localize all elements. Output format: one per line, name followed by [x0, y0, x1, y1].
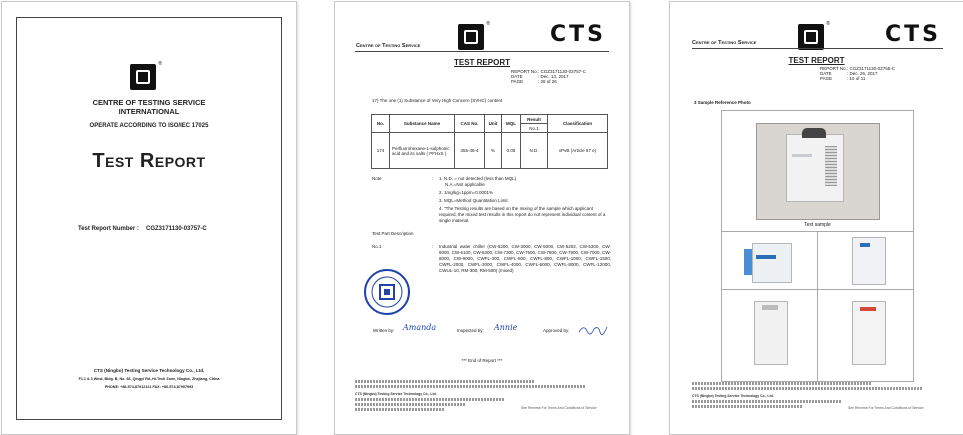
- report-heading: TEST REPORT: [788, 56, 845, 65]
- signature-amanda: Amanda: [403, 323, 437, 332]
- end-of-report: *** End of Report ***: [461, 358, 503, 363]
- sample-photo-main: [756, 123, 880, 220]
- page-label: PAGE: [511, 79, 524, 84]
- page-value: : 26 of 26: [538, 79, 557, 84]
- photo-grid: [721, 110, 914, 382]
- header-rule: [692, 48, 943, 49]
- svhc-table: [371, 114, 608, 169]
- report-meta: [820, 66, 940, 82]
- notes-list: [439, 176, 611, 224]
- product-photo-4: [830, 295, 906, 369]
- col-header-no: No.: [372, 115, 390, 133]
- report-page-photos: [669, 1, 963, 435]
- report-no-label: REPORT No.: [820, 66, 847, 71]
- cts-logo-icon: ®: [130, 64, 156, 90]
- product-photo-3: [732, 295, 808, 369]
- col-header-substance: Substance Name: [390, 115, 455, 133]
- operate-line: OPERATE ACCORDING TO ISO/IEC 17025: [89, 123, 209, 129]
- signature-approver-icon: [578, 323, 608, 335]
- org-line1: CENTRE OF TESTING SERVICE: [92, 98, 206, 107]
- col-header-classification: Classification: [548, 115, 608, 133]
- part-desc-label: Test Part Description: [372, 231, 414, 236]
- cell-substance: Perfluorohexane-1-sulphonic acid and its salts ( PFHxS ): [390, 133, 455, 169]
- cell-mql: 0.05: [502, 133, 521, 169]
- signature-row: [373, 323, 618, 338]
- cell-result: N.D.: [521, 133, 548, 169]
- written-by-label: Written by:: [373, 328, 395, 333]
- header-rule: [355, 51, 609, 52]
- cts-logo-icon: ®: [458, 24, 484, 50]
- note-3: 3. MQL=Method Quantitation Limit: [439, 198, 508, 203]
- report-number: CGZ3171130-03757-C: [146, 226, 207, 232]
- note-2: 2. 1mg/kg=1ppm=0.0001%: [439, 190, 494, 195]
- cts-logo-icon: ®: [798, 24, 824, 50]
- photo-divider-h: [722, 289, 913, 290]
- col-header-mql: MQL: [502, 115, 521, 133]
- page-value: : 10 of 11: [847, 76, 866, 81]
- date-value: : Dec. 26, 2017: [847, 71, 878, 76]
- org-line2: INTERNATIONAL: [118, 107, 180, 116]
- footer-disclaimer: [355, 380, 607, 388]
- cell-classification: vPvB (Article 57 e): [548, 133, 608, 169]
- official-seal-icon: [363, 268, 411, 316]
- product-photo-2: [830, 235, 906, 285]
- cell-cas: 355-46-4: [455, 133, 485, 169]
- footer-disclaimer: [692, 382, 944, 390]
- footer-terms: See Reverse For Terms And Conditions of Service: [521, 406, 597, 410]
- section-title: 17) The one (1) Substance of Very High Concern (SVHC) content: [372, 98, 503, 103]
- no1-label: No.1: [372, 244, 382, 249]
- photo-divider-v: [817, 231, 818, 381]
- brand-logo: CTS: [885, 22, 941, 47]
- centre-label: Centre of Testing Service: [692, 40, 757, 46]
- report-no: : CGZ3171130-03757-C: [538, 69, 586, 74]
- cover-title: Test Report: [92, 150, 206, 172]
- col-header-result: Result: [521, 115, 548, 124]
- date-value: : Dec. 13, 2017: [538, 74, 569, 79]
- report-no-label: REPORT No.: [511, 69, 538, 74]
- date-label: DATE: [820, 71, 832, 76]
- col-header-result-sub: No.1: [521, 124, 548, 133]
- approved-by-label: Approved by:: [543, 328, 570, 333]
- page-label: PAGE: [820, 76, 833, 81]
- report-no: : CGZ3171130-03755-C: [847, 66, 895, 71]
- date-label: DATE: [511, 74, 523, 79]
- brand-logo: CTS: [550, 22, 606, 47]
- cover-page: [1, 1, 297, 435]
- cell-unit: %: [485, 133, 502, 169]
- signature-annie: Annie: [494, 323, 518, 332]
- footer-company: CTS (Ningbo) Testing Service Technology Co., Ltd.: [692, 394, 774, 398]
- product-photo-1: [732, 239, 808, 283]
- col-header-unit: Unit: [485, 115, 502, 133]
- footer-terms: See Reverse For Terms And Conditions of Service: [848, 406, 924, 410]
- photo-cell-main: [722, 111, 913, 232]
- col-header-cas: CAS No.: [455, 115, 485, 133]
- photo-caption: Test sample: [804, 222, 831, 228]
- centre-label: Centre of Testing Service: [356, 43, 421, 49]
- note-4: 4. "The Testing results are based on the mixing of the sample which applicant required, the mixed test results in this report do not represent individual content of a single material.: [439, 206, 606, 223]
- cover-address: F1.1 & 3 West, Bldg. B, No. 66, Qingyi Rd.,Hi-Tech Zone, Ningbo, Zhejiang, China: [78, 377, 220, 381]
- report-number-label: Test Report Number :: [78, 226, 139, 232]
- note-label: Note: [372, 176, 382, 181]
- section-title: 3 Sample Reference Photo: [694, 100, 751, 105]
- report-heading: TEST REPORT: [453, 58, 510, 67]
- footer-company: CTS (Ningbo) Testing Service Technology Co., Ltd.: [355, 392, 437, 396]
- report-meta: [511, 69, 611, 85]
- cover-phone: PHONE: +86-574-87912121 FAX: +86-574-87907993: [104, 385, 194, 389]
- cell-no: 174: [372, 133, 390, 169]
- inspected-by-label: Inspected by:: [457, 328, 484, 333]
- note-1: 1. N.D. = not detected (less than MQL): [439, 176, 517, 181]
- no1-description: Industrial water chiller (CW-5200, CW-3000, CW-5000, CW-5202, CW-5300, CW-6000, CW-6100, CW-6300, CW-7300, CW-7500, CW-7800, CW-7900, CW-7000, CW-8000, CW-9000, CWFL-300, CWFL-500, CWFL-800, CWFL-1000, CWFL-1500, CWFL-2000, CWFL-3000, CWFL-4000, CWFL-6000, CWFL-8000, CWFL-12000, CWUL-10, RM-300, RM-500) (mixed): [439, 244, 611, 273]
- cover-company: CTS (Ningbo) Testing Service Technology Co., Ltd.: [93, 368, 205, 373]
- note-1b: N.A.=Not applicable: [445, 182, 485, 187]
- report-page-results: ® CTS Centre of Testing Service TEST REPORT REPORT No.: CGZ3171130-03757-C DATE : Dec. 13, 2017 PAGE : 26 of 26 17) The one (1) Substance of Very High Concern (SVHC) content No. Substance Name CAS No. Unit MQL Result Classification No.1 174 Perfluorohexane-1-sulphonic acid and its salts ( PFHxS ) 355-46-4 % 0.05 N.D. vPvB (Article 57 e) Note : 1. N.D. = not detected (less than MQL) N.A.=Not applicable 2. 1mg/kg=1ppm=0.0001% 3. MQL=Method Quantitation Limit 4. "The Testing results are based on the mixing of the sample which applicant required, the mixed test results in this report do not represent individual content of a single material. Test Part Description No.1 : Industrial water chiller (CW-5200, CW-3000, CW-5000, CW-5202, CW-5300, CW-6000, CW-6100, CW-6300, CW-7300, CW-7500, CW-7800, CW-7900, CW-7000, CW-8000, CW-9000, CWFL-300, CWFL-500, CWFL-800, CWFL-1000, CWFL-1500, CWFL-2000, CWFL-3000, CWFL-4000, CWFL-6000, CWFL-8000, CWFL-12000, CWUL-10, RM-300, RM-500) (mixed) Written by: Amanda Inspected by: Annie Approved by: *** End of Report *** CTS (Ningbo) Testing Service Technology Co., Ltd. See Reverse For Terms And Conditions of Service: [334, 1, 630, 435]
